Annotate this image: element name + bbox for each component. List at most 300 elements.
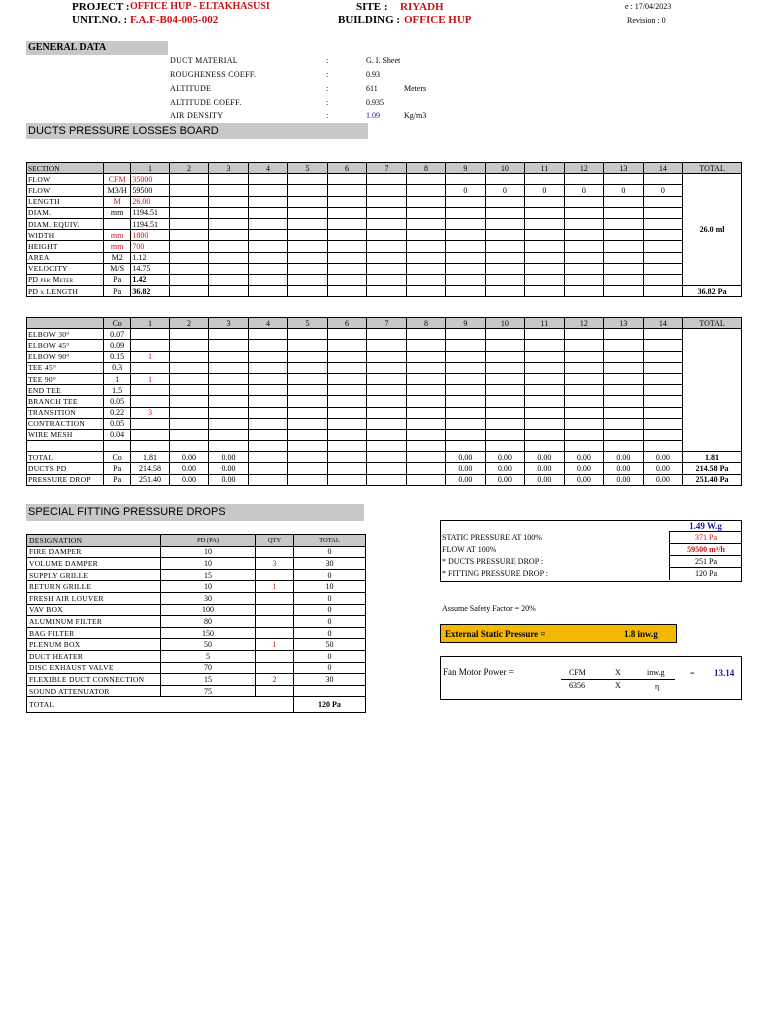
fittings-total-unit: Pa xyxy=(103,474,130,485)
ducts-cell xyxy=(604,207,643,218)
ducts-cell xyxy=(406,286,445,297)
ducts-cell xyxy=(564,218,603,229)
fittings-total-value: 0.00 xyxy=(643,474,682,485)
ducts-cell xyxy=(288,230,327,241)
ducts-section1-value: 14.75 xyxy=(131,263,169,274)
fittings-total-value: 0.00 xyxy=(604,463,643,474)
special-total: 0 xyxy=(294,604,366,616)
ducts-cell xyxy=(169,286,208,297)
fittings-total-value: 0.00 xyxy=(169,452,208,463)
fitting-coefficient: 1 xyxy=(103,373,130,384)
ducts-row-unit: CFM xyxy=(103,174,130,185)
ducts-cell xyxy=(288,174,327,185)
fitting-label: END TEE xyxy=(27,385,104,396)
ducts-cell xyxy=(604,174,643,185)
fitting-cell xyxy=(209,418,248,429)
fitting-cell xyxy=(604,373,643,384)
special-qty: 1 xyxy=(256,639,294,651)
ducts-cell xyxy=(248,174,287,185)
fitting-cell xyxy=(406,362,445,373)
ducts-cell xyxy=(169,263,208,274)
special-total: 30 xyxy=(294,558,366,570)
fittings-total-value xyxy=(406,452,445,463)
special-designation: SUPPLY GRILLE xyxy=(27,569,161,581)
special-designation: PLENUM BOX xyxy=(27,639,161,651)
ducts-cell xyxy=(525,263,564,274)
fitting-cell xyxy=(288,351,327,362)
fittings-total-value xyxy=(367,452,406,463)
general-value: G. I. Sheet xyxy=(366,56,401,65)
fitting-cell xyxy=(248,340,287,351)
summary-label: * DUCTS PRESSURE DROP : xyxy=(442,557,544,566)
fittings-total-value xyxy=(288,452,327,463)
fittings-row xyxy=(27,418,742,429)
fittings-total-value: 0.00 xyxy=(169,463,208,474)
fittings-header-cell xyxy=(27,318,104,329)
ducts-header-cell: 7 xyxy=(367,163,406,174)
ducts-row-label: PD per Meter xyxy=(27,274,104,285)
general-label: ALTITUDE xyxy=(170,84,212,93)
fitting-cell xyxy=(367,340,406,351)
ducts-cell xyxy=(446,252,485,263)
fitting-cell xyxy=(485,362,524,373)
fittings-row xyxy=(27,329,742,340)
fitting-cell xyxy=(169,362,208,373)
fitting-label: WIRE MESH xyxy=(27,429,104,440)
fitting-cell xyxy=(446,329,485,340)
fitting-cell xyxy=(406,418,445,429)
ducts-cell xyxy=(604,218,643,229)
fan-inwg: inw.g xyxy=(647,668,665,677)
ducts-header-cell: 9 xyxy=(446,163,485,174)
fitting-cell xyxy=(248,407,287,418)
general-label: DUCT MATERIAL xyxy=(170,56,238,65)
ducts-cell xyxy=(485,207,524,218)
general-unit: Meters xyxy=(404,84,427,93)
ducts-section1-value: 1.12 xyxy=(131,252,169,263)
fitting-cell xyxy=(525,429,564,440)
ducts-cell xyxy=(406,196,445,207)
special-row xyxy=(27,581,366,593)
special-total: 0 xyxy=(294,662,366,674)
special-row xyxy=(27,650,366,662)
ducts-board-title: DUCTS PRESSURE LOSSES BOARD xyxy=(28,125,219,137)
fittings-total-value xyxy=(288,463,327,474)
fittings-header-cell: Co xyxy=(103,318,130,329)
ducts-cell xyxy=(209,241,248,252)
ducts-cell xyxy=(209,207,248,218)
special-total: 50 xyxy=(294,639,366,651)
special-row xyxy=(27,546,366,558)
ducts-cell xyxy=(327,263,366,274)
fitting-cell xyxy=(288,340,327,351)
special-total-value: 120 Pa xyxy=(294,697,366,713)
ducts-cell xyxy=(604,252,643,263)
ducts-row-unit: mm xyxy=(103,207,130,218)
fittings-row xyxy=(27,362,742,373)
ducts-cell xyxy=(209,185,248,196)
ducts-total-length: 26.0 ml xyxy=(683,174,742,286)
ducts-cell xyxy=(564,207,603,218)
fitting-cell xyxy=(564,373,603,384)
ducts-header-cell: 11 xyxy=(525,163,564,174)
fittings-total-unit: Pa xyxy=(103,463,130,474)
fitting-cell xyxy=(327,362,366,373)
fitting-coefficient: 0.05 xyxy=(103,418,130,429)
special-designation: ALUMINUM FILTER xyxy=(27,616,161,628)
special-row xyxy=(27,616,366,628)
ducts-cell xyxy=(367,274,406,285)
ducts-cell xyxy=(485,230,524,241)
fitting-cell xyxy=(288,362,327,373)
ducts-cell xyxy=(288,286,327,297)
general-value: 611 xyxy=(366,84,378,93)
fittings-total-value: 0.00 xyxy=(604,452,643,463)
ducts-cell xyxy=(643,207,682,218)
ducts-cell xyxy=(288,196,327,207)
ducts-cell xyxy=(564,196,603,207)
fan-x2: X xyxy=(615,681,621,690)
unit-label: UNIT.NO. : xyxy=(72,14,128,26)
ducts-cell xyxy=(248,207,287,218)
fittings-total-value: 0.00 xyxy=(525,474,564,485)
ducts-cell xyxy=(525,230,564,241)
ducts-cell xyxy=(327,218,366,229)
ducts-header-cell: TOTAL xyxy=(683,163,742,174)
ducts-cell xyxy=(406,185,445,196)
fitting-cell xyxy=(327,351,366,362)
site-value: RIYADH xyxy=(400,1,444,13)
special-pd: 10 xyxy=(161,581,256,593)
fitting-cell xyxy=(525,362,564,373)
fitting-cell xyxy=(446,407,485,418)
fitting-cell xyxy=(169,385,208,396)
ducts-cell xyxy=(288,274,327,285)
fitting-qty-section1: 3 xyxy=(131,407,169,418)
ducts-cell xyxy=(248,218,287,229)
summary-value: 251 Pa xyxy=(669,556,742,568)
ducts-cell xyxy=(406,263,445,274)
fitting-cell xyxy=(209,329,248,340)
fitting-cell xyxy=(525,351,564,362)
fan-x1: X xyxy=(615,668,621,677)
ducts-cell xyxy=(406,230,445,241)
fitting-cell xyxy=(406,340,445,351)
ducts-header-cell: 8 xyxy=(406,163,445,174)
ducts-cell xyxy=(485,274,524,285)
fitting-cell xyxy=(643,396,682,407)
fitting-cell xyxy=(485,407,524,418)
ducts-cell xyxy=(485,241,524,252)
fittings-total-value: 0.00 xyxy=(564,452,603,463)
ducts-section1-value: 59500 xyxy=(131,185,169,196)
ducts-cell xyxy=(169,174,208,185)
ducts-cell xyxy=(169,196,208,207)
ducts-cell xyxy=(564,274,603,285)
ducts-row-unit: Pa xyxy=(103,274,130,285)
ducts-row-unit: M3/H xyxy=(103,185,130,196)
fittings-header-cell: 3 xyxy=(209,318,248,329)
ducts-section1-value: 1.42 xyxy=(131,274,169,285)
ducts-row-label: VELOCITY xyxy=(27,263,104,274)
fittings-row xyxy=(27,340,742,351)
general-colon: : xyxy=(326,84,329,93)
fitting-cell xyxy=(169,418,208,429)
ducts-cell xyxy=(209,174,248,185)
fitting-cell xyxy=(327,385,366,396)
general-colon: : xyxy=(326,98,329,107)
special-row xyxy=(27,639,366,651)
fitting-qty-section1 xyxy=(131,429,169,440)
fittings-total-value: 0.00 xyxy=(446,463,485,474)
ducts-cell xyxy=(564,252,603,263)
ducts-row-label: DIAM. xyxy=(27,207,104,218)
special-qty: 1 xyxy=(256,581,294,593)
special-designation: VOLUME DAMPER xyxy=(27,558,161,570)
fittings-total-value xyxy=(248,452,287,463)
fittings-header-cell: 4 xyxy=(248,318,287,329)
fittings-total-value xyxy=(288,474,327,485)
fan-equals: = xyxy=(690,669,695,678)
general-value: 0.935 xyxy=(366,98,384,107)
ducts-cell xyxy=(564,230,603,241)
fittings-total-value: 0.00 xyxy=(604,474,643,485)
ducts-cell xyxy=(169,218,208,229)
fitting-cell xyxy=(525,340,564,351)
fitting-cell xyxy=(485,373,524,384)
fitting-cell xyxy=(248,362,287,373)
ducts-cell xyxy=(288,207,327,218)
fitting-qty-section1: 1 xyxy=(131,351,169,362)
special-row xyxy=(27,674,366,686)
ducts-row xyxy=(27,218,742,229)
special-qty xyxy=(256,604,294,616)
summary-value: 120 Pa xyxy=(669,568,742,580)
ducts-cell xyxy=(209,252,248,263)
fitting-cell xyxy=(327,418,366,429)
ducts-cell xyxy=(643,263,682,274)
fittings-total-row xyxy=(27,452,742,463)
general-colon: : xyxy=(326,70,329,79)
ducts-cell xyxy=(209,263,248,274)
fittings-row xyxy=(27,429,742,440)
fitting-cell xyxy=(604,351,643,362)
ducts-cell xyxy=(367,230,406,241)
special-designation: FLEXIBLE DUCT CONNECTION xyxy=(27,674,161,686)
fitting-cell xyxy=(446,340,485,351)
ducts-cell xyxy=(525,274,564,285)
ducts-cell xyxy=(209,274,248,285)
special-qty xyxy=(256,650,294,662)
fitting-cell xyxy=(327,329,366,340)
fittings-total-value: 0.00 xyxy=(446,474,485,485)
ducts-cell xyxy=(485,218,524,229)
fitting-coefficient: 0.3 xyxy=(103,362,130,373)
fitting-cell xyxy=(248,418,287,429)
special-qty xyxy=(256,616,294,628)
esp-label: External Static Pressure = xyxy=(445,629,546,639)
fitting-cell xyxy=(525,407,564,418)
fitting-coefficient: 0.07 xyxy=(103,329,130,340)
fitting-cell xyxy=(169,429,208,440)
ducts-section1-value: 1194.51 xyxy=(131,207,169,218)
general-value: 1.09 xyxy=(366,111,380,120)
fittings-spacer-row xyxy=(27,441,742,452)
fittings-total-value xyxy=(367,474,406,485)
fitting-cell xyxy=(169,351,208,362)
fitting-cell xyxy=(288,396,327,407)
fittings-grand-total: 1.81 xyxy=(683,452,742,463)
fitting-cell xyxy=(564,329,603,340)
ducts-cell xyxy=(643,286,682,297)
fitting-cell xyxy=(367,351,406,362)
fitting-cell xyxy=(209,429,248,440)
ducts-row-label: LENGTH xyxy=(27,196,104,207)
fitting-cell xyxy=(564,396,603,407)
fittings-header-cell: TOTAL xyxy=(683,318,742,329)
ducts-row-unit xyxy=(103,218,130,229)
ducts-cell xyxy=(525,218,564,229)
special-pd: 70 xyxy=(161,662,256,674)
fitting-cell xyxy=(525,418,564,429)
special-total: 0 xyxy=(294,650,366,662)
general-colon: : xyxy=(326,111,329,120)
fitting-cell xyxy=(209,407,248,418)
special-qty xyxy=(256,662,294,674)
fitting-cell xyxy=(525,396,564,407)
ducts-row xyxy=(27,274,742,285)
fittings-total-label: DUCTS PD xyxy=(27,463,104,474)
special-total: 10 xyxy=(294,581,366,593)
fitting-label: ELBOW 45° xyxy=(27,340,104,351)
fitting-cell xyxy=(564,362,603,373)
special-pd: 10 xyxy=(161,546,256,558)
fitting-label: TRANSITION xyxy=(27,407,104,418)
ducts-cell xyxy=(446,207,485,218)
ducts-header-cell: 3 xyxy=(209,163,248,174)
fitting-cell xyxy=(209,396,248,407)
fitting-cell xyxy=(209,385,248,396)
ducts-cell xyxy=(643,218,682,229)
special-total: 0 xyxy=(294,627,366,639)
special-pd: 80 xyxy=(161,616,256,628)
ducts-row xyxy=(27,185,742,196)
fitting-cell xyxy=(604,340,643,351)
ducts-cell xyxy=(248,252,287,263)
special-pd: 150 xyxy=(161,627,256,639)
fitting-cell xyxy=(564,418,603,429)
fitting-cell xyxy=(327,396,366,407)
ducts-cell xyxy=(367,174,406,185)
fitting-cell xyxy=(446,441,485,452)
ducts-section1-value: 700 xyxy=(131,241,169,252)
ducts-cell xyxy=(604,196,643,207)
special-total: 0 xyxy=(294,569,366,581)
ducts-cell xyxy=(248,263,287,274)
ducts-row-unit: mm xyxy=(103,230,130,241)
fittings-total-value: 214.58 xyxy=(131,463,169,474)
fitting-cell xyxy=(643,429,682,440)
special-qty: 3 xyxy=(256,558,294,570)
ducts-cell xyxy=(169,207,208,218)
ducts-section1-value: 35000 xyxy=(131,174,169,185)
ducts-header-cell: 14 xyxy=(643,163,682,174)
ducts-row-unit: Pa xyxy=(103,286,130,297)
fitting-cell xyxy=(367,441,406,452)
fitting-cell xyxy=(643,373,682,384)
fitting-cell xyxy=(643,407,682,418)
fitting-cell xyxy=(169,407,208,418)
special-row xyxy=(27,592,366,604)
ducts-board-band xyxy=(26,123,368,139)
special-pd: 5 xyxy=(161,650,256,662)
ducts-cell xyxy=(327,185,366,196)
special-designation: BAG FILTER xyxy=(27,627,161,639)
ducts-cell xyxy=(564,241,603,252)
special-header-cell: DESIGNATION xyxy=(27,535,161,547)
fittings-total-value xyxy=(406,474,445,485)
fitting-cell xyxy=(604,441,643,452)
special-pd: 30 xyxy=(161,592,256,604)
special-total: 0 xyxy=(294,592,366,604)
fittings-header-cell: 8 xyxy=(406,318,445,329)
fittings-header-cell: 5 xyxy=(288,318,327,329)
fitting-cell xyxy=(248,429,287,440)
fitting-cell xyxy=(367,429,406,440)
special-fittings-table xyxy=(26,534,366,713)
ducts-cell xyxy=(525,241,564,252)
special-row xyxy=(27,662,366,674)
ducts-cell xyxy=(485,286,524,297)
fitting-cell xyxy=(406,396,445,407)
ducts-cell xyxy=(446,241,485,252)
fitting-cell xyxy=(288,441,327,452)
ducts-row xyxy=(27,230,742,241)
fittings-total-value xyxy=(367,463,406,474)
fan-result: 13.14 xyxy=(714,668,735,678)
ducts-cell xyxy=(604,263,643,274)
general-label: ALTITUDE COEFF. xyxy=(170,98,242,107)
ducts-cell xyxy=(209,218,248,229)
ducts-header-cell: 4 xyxy=(248,163,287,174)
general-label: ROUGHENESS COEFF. xyxy=(170,70,257,79)
ducts-cell xyxy=(367,185,406,196)
site-label: SITE : xyxy=(356,1,388,13)
ducts-section1-value: 26.00 xyxy=(131,196,169,207)
fitting-coefficient: 0.05 xyxy=(103,396,130,407)
ducts-row xyxy=(27,196,742,207)
ducts-row-label: PD x LENGTH xyxy=(27,286,104,297)
special-qty xyxy=(256,627,294,639)
fitting-cell xyxy=(485,340,524,351)
fitting-qty-section1: 1 xyxy=(131,373,169,384)
fitting-cell xyxy=(643,385,682,396)
fitting-cell xyxy=(27,441,104,452)
ducts-cell xyxy=(248,196,287,207)
ducts-row-unit: M xyxy=(103,196,130,207)
ducts-cell xyxy=(485,252,524,263)
ducts-cell: 0 xyxy=(564,185,603,196)
special-header-row xyxy=(27,535,366,547)
fitting-cell xyxy=(209,351,248,362)
summary-wg-value: 1.49 W.g xyxy=(669,520,742,532)
ducts-cell xyxy=(564,286,603,297)
ducts-cell xyxy=(446,230,485,241)
date-text: e : 17/04/2023 xyxy=(625,2,672,11)
fitting-cell xyxy=(248,385,287,396)
ducts-cell xyxy=(643,196,682,207)
special-row xyxy=(27,685,366,697)
